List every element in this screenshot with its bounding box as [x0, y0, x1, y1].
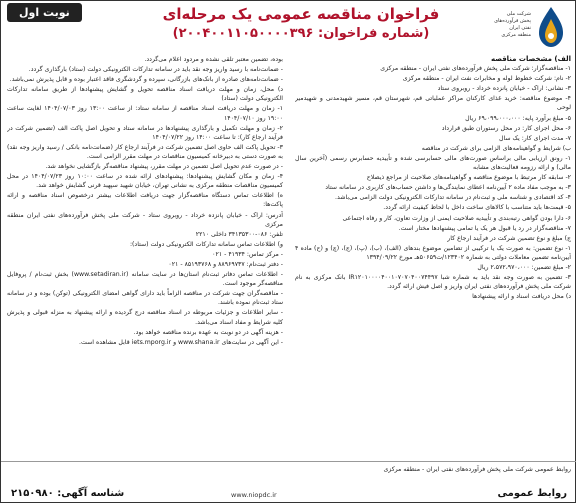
notice-paragraph: ه) اطلاعات تماس دستگاه مناقصه‌گزار جهت دریافت اطلاعات بیشتر درخصوص اسناد مناقصه و ارائه پاکت‌ها:	[7, 192, 283, 209]
notice-paragraph: - ضمانت‌نامه با رسید واریز وجه نقد باید در سامانه تدارکات الکترونیکی دولت (ستاد) بارگذاری گردد.	[28, 66, 283, 74]
section-heading: الف) مشخصات مناقصه	[490, 55, 571, 63]
right-column	[295, 55, 571, 463]
notice-id: شناسه آگهی: ۲۱۵۰۹۸۰	[11, 488, 125, 499]
notice-paragraph: ۱- رونق ارزیابی مالی براساس صورت‌های مالی حسابرسی شده و تأییدیه حسابرس رسمی (آخرین سال مالی) و ارائه رزومه فعالیت‌های مشابه	[295, 154, 571, 172]
notice-paragraph: ۳- تحویل پاکت الف حاوی اصل تضمین شرکت در فرآیند ارجاع کار (ضمانت‌نامه بانکی / رسید واریز وجه نقد) به صورت دستی به دبیرخانه کمیسیون مناقصات در مهلت مقرر الزامی است.	[7, 143, 283, 160]
notice-paragraph: ۴- موضوع مناقصه: خرید غذای کارکنان مراکز عملیاتی قم، شهرستان قم، مسیر شهیدمدنی و شهیدمیر لوحی	[295, 95, 571, 112]
org-line: نفتی ایران	[509, 25, 531, 31]
notice-paragraph: ۷- مدت اجرای کار: یک سال	[498, 134, 571, 142]
notice-paragraph: - مناقصه‌گران جهت شرکت در مناقصه الزاماً باید دارای گواهی امضای الکترونیکی (توکن) بوده و در سامانه ستاد ثبت‌نام نموده باشند.	[7, 290, 283, 307]
org-name-lines	[491, 11, 531, 39]
notice-paragraph: د) محل، زمان و مهلت دریافت اسناد مناقصه تحویل و گشایش پیشنهادها از طریق سامانه تدارکات الکترونیکی دولت (ستاد)	[7, 86, 283, 103]
notice-paragraph: ۱- نوع تضمین: به صورت یک یا ترکیبی از تضامین موضوع بندهای (الف)، (ب)، (پ)، (ج)، (چ) و (ح) ماده ۴ آیین‌نامه تضمین معاملات دولتی به شماره ۱۲۳۴۰۲/ت۵۰۶۵۹هـ مورخ ۱۳۹۴/۰۹/۲۲	[295, 244, 571, 261]
public-relations-label: روابط عمومی	[497, 488, 567, 499]
notice-paragraph: ۲- نام: شرکت خطوط لوله و مخابرات نفت ایران - منطقه مرکزی	[402, 75, 571, 83]
notice-title: فراخوان مناقصه عمومی یک مرحله‌ای	[162, 5, 440, 23]
notice-paragraph: - در صورت عدم تحویل اصل تضمین در مهلت مقرر، پیشنهاد مناقصه‌گر بازگشایی نخواهد شد.	[45, 163, 283, 171]
notice-paragraph: ۷- مناقصه‌گزار در رد یا قبول هر یک یا تمامی پیشنهادها مختار است.	[398, 224, 571, 232]
notice-paragraph: ۴- کد اقتصادی و شناسه ملی و ثبت‌نام در سامانه تدارکات الکترونیکی دولت الزامی می‌باشد.	[335, 194, 571, 202]
notice-paragraph: - ضمانت‌نامه‌های صادره از بانک‌های بازرگانی، سپرده و گردشگری فاقد اعتبار بوده و قابل پذیرش نمی‌باشد.	[9, 76, 283, 84]
notice-paragraph: ۲- سابقه کار مرتبط با موضوع مناقصه و گواهینامه‌های صلاحیت از مراجع ذیصلاح	[366, 174, 571, 182]
org-line: منطقه مرکزی	[501, 32, 531, 38]
notice-paragraph: د) محل دریافت اسناد و ارائه پیشنهادها	[472, 293, 571, 301]
notice-paragraph: ب) شرایط و گواهینامه‌های الزامی برای شرکت در مناقصه	[421, 144, 571, 152]
notice-paragraph: ۱- زمان و مهلت دریافت اسناد مناقصه از سامانه ستاد: از ساعت ۱۳:۰۰ روز ۱۴۰۴/۰۷/۰۳ لغایت ساعت ۱۹:۰۰ روز ۱۴۰۴/۰۷/۱۰	[7, 105, 283, 122]
left-column	[7, 55, 283, 463]
notice-paragraph: ۱- مناقصه‌گزار: شرکت ملی پخش فرآورده‌های نفتی ایران - منطقه مرکزی	[380, 65, 571, 73]
notice-footer	[1, 461, 576, 502]
notice-paragraph: ج) مبلغ و نوع تضمین شرکت در فرآیند ارجاع کار	[447, 234, 571, 242]
notice-paragraph: ۳- به موجب مفاد ماده ۲ آیین‌نامه اعطای نمایندگی‌ها و داشتن حساب‌های کاربری در سامانه ستاد	[325, 184, 571, 192]
notice-paragraph: ۶- محل اجرای کار: در محل رستوران طبق قرارداد	[441, 124, 571, 132]
notice-paragraph: بوده، تضمین معتبر تلقی نشده و مردود اعلام می‌گردد.	[144, 56, 283, 63]
notice-paragraph: ۴- زمان و مکان گشایش پیشنهادها: پیشنهادهای ارائه شده در ساعت ۱۰:۰۰ روز ۱۴۰۴/۰۷/۲۳ در محل کمیسیون مناقصات منطقه مرکزی به نشانی تهران، خیابان شهید سپهبد قرنی گشایش خواهد شد.	[7, 173, 283, 190]
org-line: پخش فرآورده‌های	[494, 18, 531, 24]
round-badge: نوبت اول	[7, 3, 82, 22]
notice-paragraph: - هزینه آگهی در دو نوبت به عهده برنده مناقصه خواهد بود.	[133, 328, 283, 336]
notice-paragraph: - این آگهی در سایت‌های www.shana.ir و iets.mporg.ir قابل مشاهده است.	[79, 338, 283, 346]
notice-paragraph: ۳- نشانی: اراک - خیابان پانزده خرداد - روبروی ستاد	[437, 85, 571, 93]
website-link[interactable]: www.niopdc.ir	[231, 491, 277, 499]
notice-paragraph: و) اطلاعات تماس سامانه تدارکات الکترونیکی دولت (ستاد):	[129, 240, 283, 248]
notice-paragraph: آدرس: اراک - خیابان پانزده خرداد - روبروی ستاد - شرکت ملی پخش فرآورده‌های نفتی ایران منطقه مرکزی	[7, 211, 283, 228]
notice-number: (شماره فراخوان: ۲۰۰۴۰۰۱۱۰۵۰۰۰۰۳۹۶)	[172, 26, 430, 41]
notice-header	[1, 1, 576, 53]
notice-paragraph: - سایر اطلاعات و جزئیات مربوطه در اسناد مناقصه درج گردیده و ارائه پیشنهاد به منزله قبولی و پذیرش کلیه شرایط و مفاد اسناد می‌باشد.	[7, 309, 283, 326]
notice-paragraph: ۲- مبلغ تضمین: ۲،۵۷۲،۹۷۰،۰۰۰ ریال	[477, 263, 571, 271]
notice-paragraph: - اطلاعات تماس دفاتر ثبت‌نام استان‌ها در سایت سامانه (www.setadiran.ir) بخش ثبت‌نام / پروفایل مناقصه‌گر موجود است.	[7, 271, 283, 288]
notice-paragraph: ۳- تضمین به صورت وجه نقد باید به شماره شبا IR۱۲۰۱۰۰۰۰۴۰۰۱۰۷۰۷۰۴۰۰۷۴۴۹۷ بانک مرکزی به نام شرکت ملی پخش فرآورده‌های نفتی ایران واریز و اصل فیش ارائه گردد.	[295, 274, 571, 291]
footer-contact: روابط عمومی شرکت ملی پخش فرآورده‌های نفتی ایران - منطقه مرکزی	[383, 466, 571, 473]
notice-paragraph: ۵- قیمت‌ها باید متناسب با کالاهای ساخت داخل با لحاظ کیفیت ارائه گردد.	[383, 204, 571, 212]
company-emblem-icon	[531, 5, 571, 49]
notice-paragraph: ۲- زمان و مهلت تکمیل و بارگذاری پیشنهادها در سامانه ستاد و تحویل اصل پاکت الف (تضمین شرکت در فرآیند ارجاع کار): تا ساعت ۱۴:۰۰ روز ۱۴۰۴/۰۷/۲۲	[7, 124, 283, 141]
org-line: شرکت ملی	[506, 11, 531, 17]
notice-paragraph: تلفن: ۰۸۶-۳۴۱۳۵۳۰۰ داخلی ۲۲۱۰	[195, 230, 283, 238]
notice-paragraph: ۵- مبلغ برآورد پایه: ۶۹،۰۹۹،۰۰۰،۰۰۰ ریال	[465, 114, 571, 122]
notice-paragraph: - مرکز تماس: ۴۱۹۳۴ - ۰۲۱	[212, 250, 283, 258]
notice-paragraph: - دفتر ثبت‌نام: ۸۸۹۶۹۷۳۷ و ۸۵۱۹۳۷۶۸ - ۰۲۱	[168, 260, 283, 268]
company-logo	[491, 5, 571, 49]
notice-paragraph: ۶- دارا بودن گواهی رتبه‌بندی و تأییدیه صلاحیت ایمنی از وزارت تعاون، کار و رفاه اجتماعی	[342, 214, 571, 222]
notice-body	[7, 55, 571, 463]
